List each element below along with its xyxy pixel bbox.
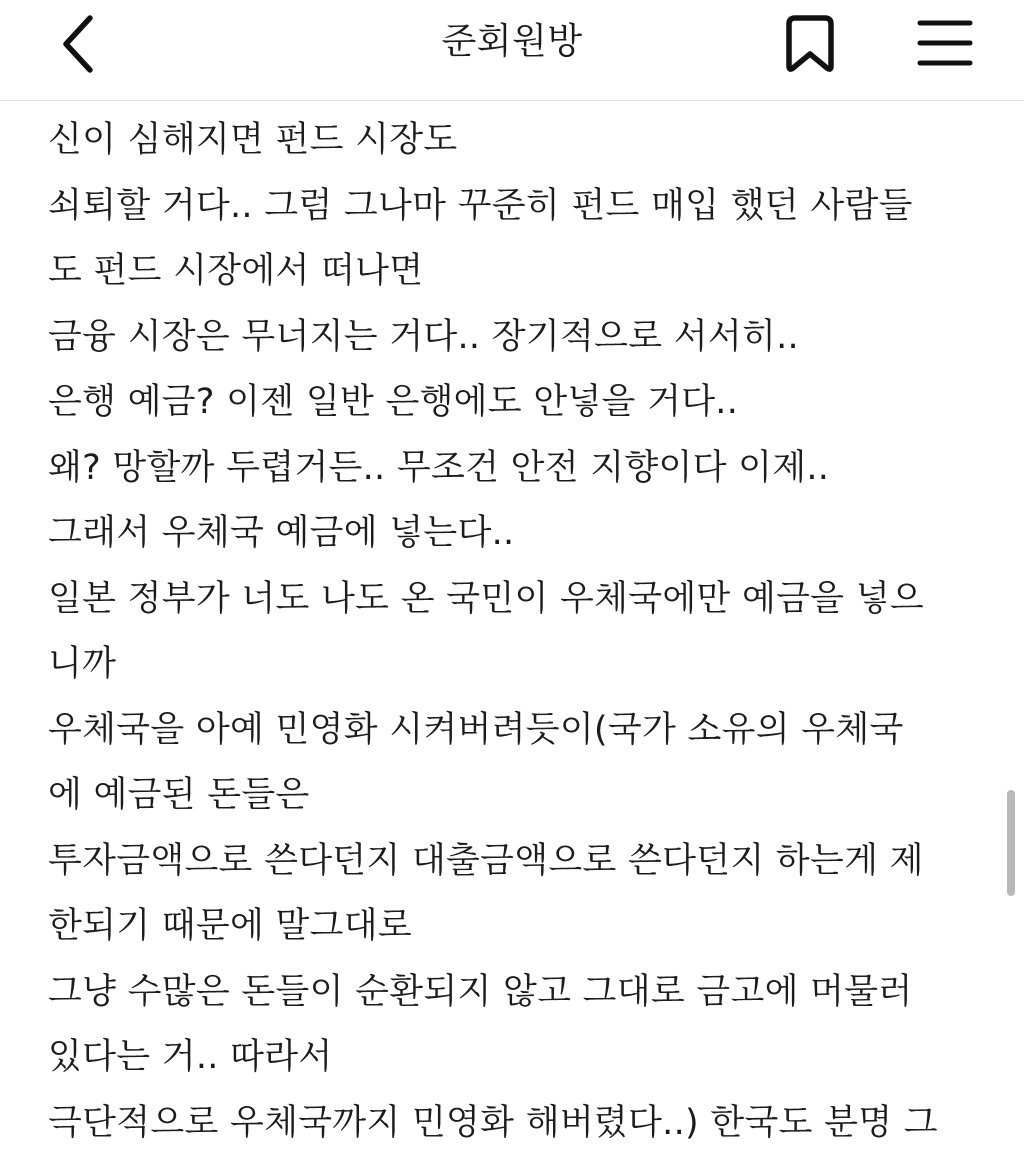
article-line: 은행 예금? 이젠 일반 은행에도 안넣을 거다..	[48, 370, 988, 436]
article-line: 극단적으로 우체국까지 민영화 해버렸다..) 한국도 분명 그	[48, 1091, 988, 1156]
article-line: 금융 시장은 무너지는 거다.. 장기적으로 서서히..	[48, 305, 988, 371]
article-line: 우체국을 아예 민영화 시켜버려듯이(국가 소유의 우체국	[48, 698, 988, 764]
article-line: 투자금액으로 쓴다던지 대출금액으로 쓴다던지 하는게 제	[48, 829, 988, 895]
page-title: 준회원방	[0, 18, 1024, 66]
bookmark-button[interactable]	[780, 14, 840, 76]
article-line: 한되기 때문에 말그대로	[48, 894, 988, 960]
menu-button[interactable]	[914, 16, 976, 70]
article-line: 그래서 우체국 예금에 넣는다..	[48, 501, 988, 567]
hamburger-menu-icon	[914, 16, 976, 70]
article-line: 쇠퇴할 거다.. 그럼 그나마 꾸준히 펀드 매입 했던 사람들	[48, 174, 988, 240]
article-line: 니까	[48, 632, 988, 698]
article-body	[48, 108, 988, 1156]
article-line: 신이 심해지면 펀드 시장도	[48, 108, 988, 174]
bookmark-icon	[780, 14, 840, 76]
article-line: 일본 정부가 너도 나도 온 국민이 우체국에만 예금을 넣으	[48, 567, 988, 633]
top-bar	[0, 0, 1024, 101]
article-line: 도 펀드 시장에서 떠나면	[48, 239, 988, 305]
article-line: 그냥 수많은 돈들이 순환되지 않고 그대로 금고에 머물러	[48, 960, 988, 1026]
article-line: 있다는 거.. 따라서	[48, 1025, 988, 1091]
article-line: 왜? 망할까 두렵거든.. 무조건 안전 지향이다 이제..	[48, 436, 988, 502]
scrollbar-thumb[interactable]	[1007, 790, 1015, 896]
article-line: 에 예금된 돈들은	[48, 763, 988, 829]
